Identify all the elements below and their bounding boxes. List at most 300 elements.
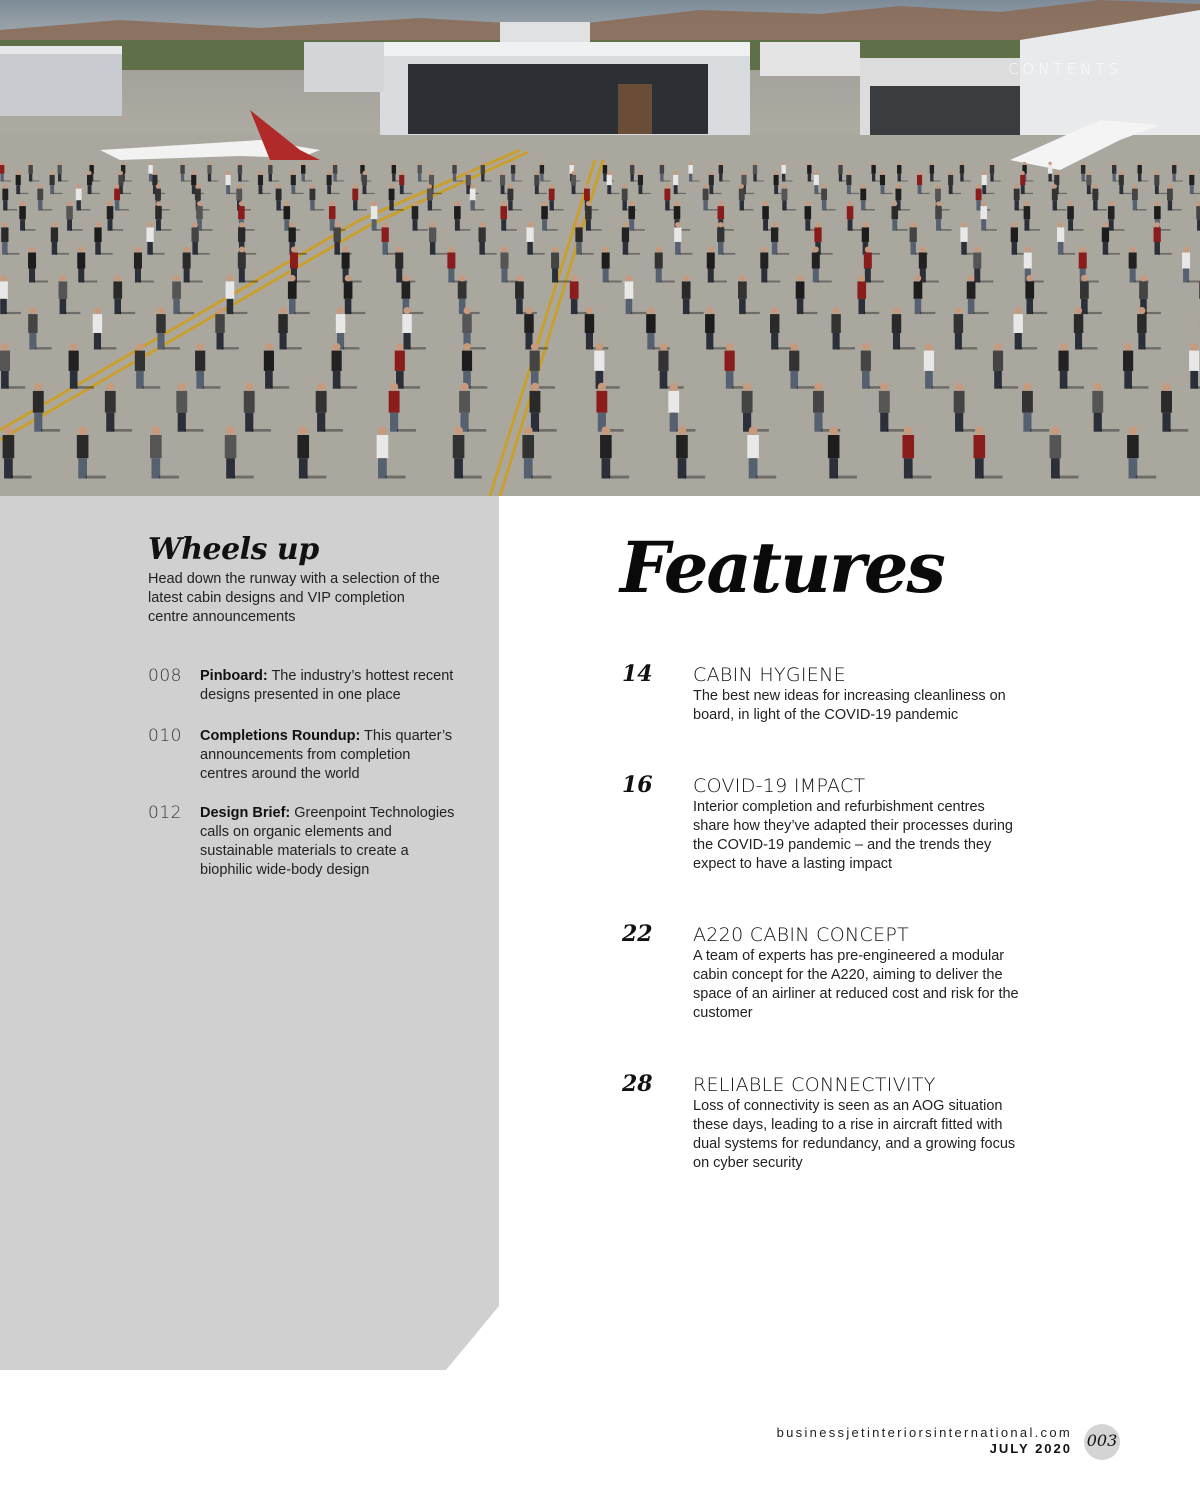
wheels-up-item-design-brief[interactable] [148, 804, 468, 880]
person-head [1124, 343, 1132, 351]
feature-reliable-connectivity[interactable] [622, 1073, 1042, 1173]
person-legs [1155, 185, 1159, 194]
person-shadow [776, 253, 789, 255]
person-shadow [575, 193, 584, 194]
person-figure [1108, 206, 1115, 219]
person-head [389, 184, 393, 188]
person-figure [94, 227, 101, 242]
person-legs [404, 333, 411, 350]
person-legs [276, 200, 280, 210]
person-figure [1161, 391, 1172, 413]
person-head [508, 184, 512, 188]
person-shadow [159, 476, 179, 479]
person-legs [135, 269, 141, 283]
person-figure [707, 253, 715, 269]
person-legs [1173, 174, 1176, 182]
person-legs [708, 269, 714, 283]
person-shadow [1030, 429, 1049, 432]
person-figure [195, 351, 205, 371]
person-figure [789, 351, 799, 371]
person-figure [336, 314, 345, 333]
person-head [805, 201, 810, 206]
person-shadow [244, 281, 258, 283]
hero-photo [0, 0, 1200, 496]
person-legs [511, 174, 514, 182]
person-head [552, 247, 558, 253]
person-legs [808, 174, 811, 182]
feature-cabin-hygiene[interactable] [622, 663, 1042, 725]
person-head [814, 171, 818, 175]
feature-page-number: 16 [622, 772, 653, 798]
person-figure [462, 314, 471, 333]
person-figure [33, 391, 44, 413]
wheels-up-item-title: Design Brief: [200, 805, 291, 821]
person-head [372, 201, 377, 206]
person-legs [152, 458, 161, 478]
person-shadow [1021, 347, 1038, 349]
person-shadow [766, 281, 780, 283]
person-figure [1189, 351, 1199, 371]
person-figure [146, 227, 153, 242]
person-legs [1015, 200, 1019, 210]
person-shadow [870, 281, 884, 283]
person-head [708, 247, 714, 253]
person-head [808, 162, 811, 165]
person-figure [703, 189, 709, 201]
person-figure [1067, 206, 1074, 219]
person-head [38, 184, 42, 188]
person-figure [478, 227, 485, 242]
person-figure [2, 189, 8, 201]
person-shadow [745, 312, 760, 314]
person-shadow [120, 312, 135, 314]
person-figure [50, 175, 55, 185]
person-head [678, 426, 687, 435]
person-head [675, 201, 680, 206]
person-figure [0, 351, 10, 371]
person-figure [534, 175, 539, 185]
person-head [1130, 247, 1136, 253]
person-figure [575, 227, 582, 242]
person-shadow [896, 229, 907, 231]
person-shadow [241, 180, 249, 181]
person-figure [781, 165, 785, 174]
person-legs [88, 185, 92, 194]
person-head [1024, 201, 1029, 206]
footer-url[interactable]: businessjetinteriorsinternational.com [776, 1425, 1072, 1440]
person-head [718, 222, 723, 227]
person-figure [709, 175, 714, 185]
person-legs [372, 219, 377, 230]
person-shadow [152, 253, 165, 255]
person-head [665, 184, 669, 188]
person-legs [576, 242, 581, 255]
person-head [936, 184, 940, 188]
person-legs [418, 174, 421, 182]
person-legs [1103, 242, 1108, 255]
person-shadow [985, 193, 994, 194]
person-head [280, 307, 287, 314]
person-legs [674, 185, 678, 194]
person-legs [284, 219, 289, 230]
person-head [310, 184, 314, 188]
person-figure [389, 391, 400, 413]
person-figure [1127, 435, 1139, 458]
person-figure [238, 227, 245, 242]
person-head [289, 222, 294, 227]
person-shadow [1058, 476, 1078, 479]
person-shadow [34, 281, 48, 283]
person-shadow [11, 476, 31, 479]
person-head [622, 184, 626, 188]
person-figure [982, 175, 987, 185]
person-head [1133, 184, 1137, 188]
person-legs [660, 174, 663, 182]
feature-heading: RELIABLE CONNECTIVITY [693, 1074, 936, 1096]
feature-a220-cabin-concept[interactable] [622, 923, 1042, 1023]
feature-page-number: 22 [622, 921, 653, 947]
person-legs [265, 371, 273, 389]
person-head [516, 275, 523, 282]
person-head [535, 171, 539, 175]
person-figure [770, 314, 779, 333]
person-figure [0, 281, 8, 298]
person-figure [638, 175, 643, 185]
person-legs [797, 299, 804, 314]
person-shadow [431, 209, 441, 210]
person-legs [968, 299, 975, 314]
person-shadow [920, 312, 935, 314]
person-figure [452, 165, 456, 174]
person-legs [345, 299, 352, 314]
person-legs [898, 174, 901, 182]
person-figure [453, 435, 465, 458]
person-legs [413, 219, 418, 230]
person-head [334, 222, 339, 227]
person-legs [58, 174, 61, 182]
person-head [915, 275, 922, 282]
person-head [147, 222, 152, 227]
person-head [463, 343, 471, 351]
person-head [602, 426, 611, 435]
person-shadow [661, 281, 675, 283]
person-head [196, 184, 200, 188]
person-figure [917, 175, 922, 185]
person-head [396, 343, 404, 351]
person-legs [192, 242, 197, 255]
person-legs [106, 413, 114, 432]
person-figure [402, 314, 411, 333]
person-shadow [417, 229, 428, 231]
person-head [20, 201, 25, 206]
person-figure [344, 281, 353, 298]
person-legs [1021, 185, 1025, 194]
person-shadow [1169, 429, 1188, 432]
person-head [719, 162, 722, 165]
person-head [910, 222, 915, 227]
person-head [216, 307, 223, 314]
person-head [815, 222, 820, 227]
person-legs [196, 371, 204, 389]
person-shadow [83, 281, 97, 283]
person-legs [949, 185, 953, 194]
person-shadow [982, 476, 1002, 479]
person-shadow [140, 281, 154, 283]
person-shadow [973, 312, 988, 314]
person-shadow [1136, 209, 1146, 210]
person-shadow [911, 476, 931, 479]
person-head [208, 162, 211, 165]
person-figure [628, 206, 635, 219]
person-head [333, 162, 336, 165]
person-shadow [189, 281, 203, 283]
person-head [1053, 184, 1057, 188]
person-legs [239, 269, 245, 283]
person-head [1119, 171, 1123, 175]
person-head [245, 383, 253, 391]
person-head [1012, 222, 1017, 227]
person-figure [924, 351, 934, 371]
person-legs [115, 200, 119, 210]
person-legs [718, 242, 723, 255]
person-legs [603, 269, 609, 283]
person-legs [1190, 185, 1194, 194]
person-head [156, 201, 161, 206]
person-head [463, 307, 470, 314]
person-legs [740, 200, 744, 210]
person-head [904, 426, 913, 435]
person-head [675, 222, 680, 227]
person-head [239, 247, 245, 253]
person-head [1140, 275, 1147, 282]
person-head [119, 171, 123, 175]
person-shadow [537, 386, 555, 389]
person-figure [1, 227, 8, 242]
person-head [542, 201, 547, 206]
person-figure [238, 165, 242, 174]
person-shadow [295, 193, 304, 194]
person-figure [152, 175, 157, 185]
person-head [872, 162, 875, 165]
person-head [994, 343, 1002, 351]
person-shadow [252, 429, 271, 432]
person-head [772, 222, 777, 227]
person-figure [291, 175, 296, 185]
person-legs [29, 269, 35, 283]
person-legs [861, 200, 865, 210]
person-shadow [86, 476, 106, 479]
person-head [598, 383, 606, 391]
person-shadow [633, 229, 644, 231]
person-head [88, 171, 92, 175]
person-figure [156, 314, 165, 333]
person-figure [973, 253, 981, 269]
person-legs [524, 458, 533, 478]
person-legs [602, 458, 611, 478]
person-figure [276, 189, 282, 201]
person-shadow [65, 312, 80, 314]
person-shadow [899, 347, 916, 349]
person-head [571, 275, 578, 282]
person-legs [178, 413, 186, 432]
person-figure [1132, 189, 1138, 201]
person-figure [183, 253, 191, 269]
person-legs [1026, 299, 1033, 314]
person-legs [136, 371, 144, 389]
feature-description: A team of experts has pre-engineered a modular cabin concept for the A220, aiming to deliver the space of an airliner at reduced cost and risk for the customer [693, 948, 1019, 1021]
person-legs [479, 242, 484, 255]
person-head [893, 307, 900, 314]
person-head [1060, 343, 1068, 351]
wheels-up-item-text: The industry’s hottest recent designs presented in one place [200, 668, 454, 703]
person-head [829, 426, 838, 435]
person-head [572, 171, 576, 175]
person-figure [782, 189, 788, 201]
person-legs [216, 333, 223, 350]
person-head [29, 162, 32, 165]
person-head [709, 171, 713, 175]
person-head [527, 222, 532, 227]
person-shadow [271, 180, 279, 181]
person-head [1015, 184, 1019, 188]
person-shadow [745, 193, 754, 194]
person-head [418, 162, 421, 165]
person-figure [290, 253, 298, 269]
person-legs [629, 219, 634, 230]
person-head [1103, 222, 1108, 227]
person-shadow [24, 229, 35, 231]
person-head [153, 171, 157, 175]
wheels-up-item-page: 010 [148, 726, 182, 746]
person-legs [960, 174, 963, 182]
person-head [955, 307, 962, 314]
person-figure [51, 227, 58, 242]
person-legs [910, 242, 915, 255]
person-head [1183, 247, 1189, 253]
feature-description: Interior completion and refurbishment centres share how they’ve adapted their processes during the COVID-19 pandemic – and the trends they expect to have a lasting impact [693, 799, 1013, 872]
person-head [382, 222, 387, 227]
person-figure [828, 435, 840, 458]
person-shadow [397, 429, 416, 432]
person-head [404, 307, 411, 314]
wheels-up-item-pinboard[interactable] [148, 667, 468, 707]
person-head [763, 201, 768, 206]
person-figure [377, 435, 389, 458]
person-legs [334, 242, 339, 255]
person-head [238, 162, 241, 165]
person-shadow [459, 229, 470, 231]
person-shadow [543, 180, 551, 181]
feature-covid-19-impact[interactable] [622, 774, 1042, 874]
person-head [1138, 162, 1141, 165]
person-shadow [1026, 180, 1034, 181]
person-figure [1011, 227, 1018, 242]
person-head [396, 247, 402, 253]
person-figure [37, 189, 43, 201]
person-head [76, 184, 80, 188]
person-legs [535, 185, 539, 194]
person-shadow [707, 209, 717, 210]
person-legs [1015, 333, 1022, 350]
person-head [70, 343, 78, 351]
person-figure [113, 281, 122, 298]
person-head [455, 201, 460, 206]
person-figure [470, 189, 476, 201]
person-head [1051, 426, 1060, 435]
person-head [481, 162, 484, 165]
person-head [718, 201, 723, 206]
person-head [192, 222, 197, 227]
person-figure [1119, 175, 1124, 185]
person-figure [821, 189, 827, 201]
person-figure [515, 281, 524, 298]
person-shadow [865, 209, 875, 210]
page-number: 003 [1086, 1431, 1118, 1450]
person-shadow [993, 180, 1001, 181]
person-shadow [611, 193, 620, 194]
person-head [1055, 171, 1059, 175]
person-head [276, 184, 280, 188]
person-shadow [1081, 347, 1098, 349]
person-legs [238, 174, 241, 182]
person-figure [207, 165, 211, 174]
person-shadow [160, 229, 171, 231]
person-legs [516, 299, 523, 314]
person-head [813, 247, 819, 253]
person-legs [94, 333, 101, 350]
person-head [479, 222, 484, 227]
person-shadow [1032, 312, 1047, 314]
person-legs [892, 219, 897, 230]
wheels-up-item-completions-roundup[interactable] [148, 727, 468, 784]
person-head [1075, 307, 1082, 314]
person-legs [626, 299, 633, 314]
person-figure [541, 206, 548, 219]
person-head [363, 171, 367, 175]
person-shadow [119, 209, 129, 210]
person-head [822, 184, 826, 188]
person-head [178, 383, 186, 391]
person-head [291, 171, 295, 175]
person-legs [893, 333, 900, 350]
person-shadow [688, 312, 703, 314]
person-legs [34, 413, 42, 432]
person-head [337, 307, 344, 314]
person-legs [761, 269, 767, 283]
person-legs [1023, 413, 1031, 432]
person-legs [982, 185, 986, 194]
person-legs [975, 458, 984, 478]
person-legs [1113, 174, 1116, 182]
person-figure [571, 175, 576, 185]
person-figure [549, 189, 555, 201]
person-head [880, 383, 888, 391]
person-legs [1048, 174, 1051, 182]
person-figure [417, 165, 421, 174]
person-head [114, 275, 121, 282]
person-legs [501, 185, 505, 194]
person-figure [1081, 165, 1085, 174]
person-head [525, 307, 532, 314]
person-head [660, 162, 663, 165]
person-shadow [56, 253, 69, 255]
person-figure [674, 227, 681, 242]
person-shadow [538, 429, 557, 432]
person-figure [500, 206, 507, 219]
person-figure [77, 253, 85, 269]
person-figure [570, 281, 579, 298]
person-shadow [581, 253, 594, 255]
